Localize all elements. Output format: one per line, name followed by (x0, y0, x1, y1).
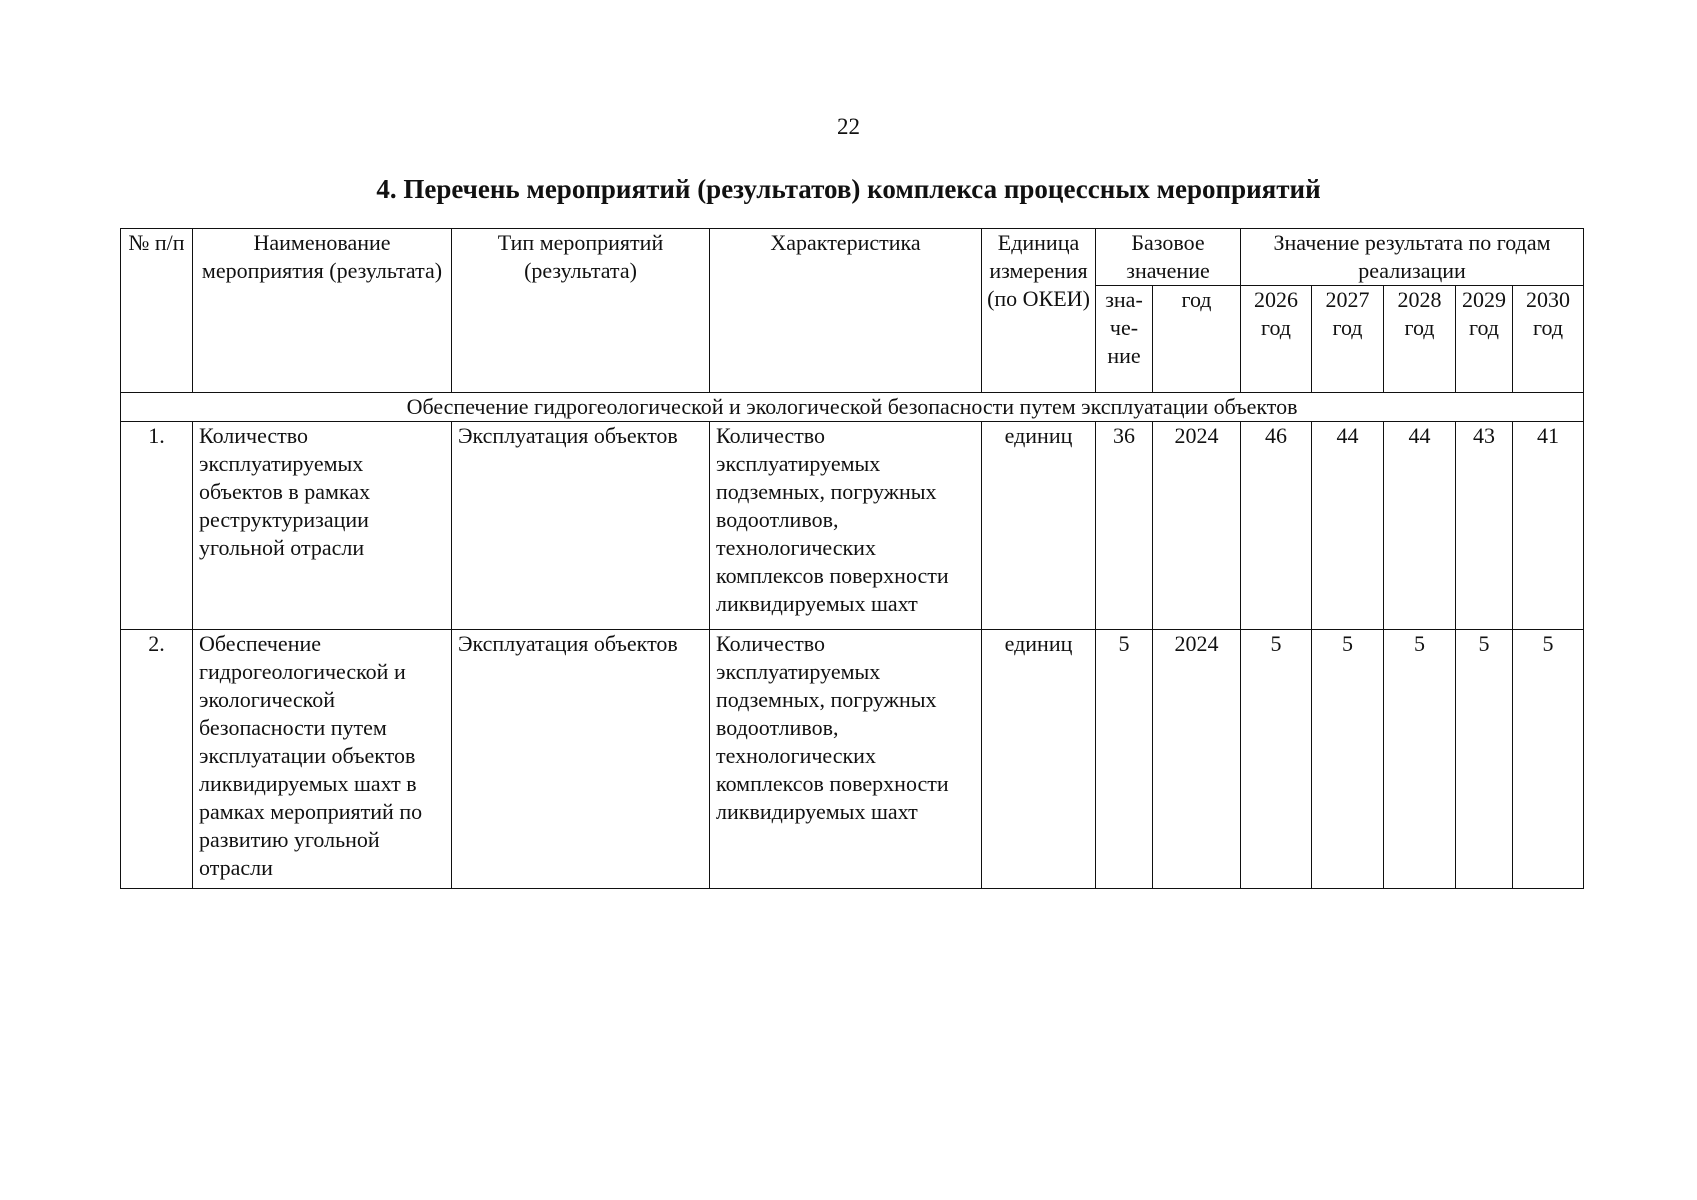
row-value-2026: 5 (1241, 630, 1312, 889)
row-value-2028: 5 (1384, 630, 1456, 889)
table-section-heading: Обеспечение гидрогеологической и экологической безопасности путем эксплуатации объектов (121, 393, 1584, 422)
row-characteristic: Количество эксплуатируемых подземных, погружных водоотливов, технологических комплексов поверхности ликвидируемых шахт (710, 630, 982, 889)
row-base-year: 2024 (1153, 422, 1241, 630)
header-year-2028: 2028 год (1384, 286, 1456, 393)
table-row (121, 422, 1584, 630)
row-type: Эксплуатация объектов (452, 630, 710, 889)
row-base-value: 36 (1096, 422, 1153, 630)
header-year-2030: 2030 год (1513, 286, 1584, 393)
header-characteristic: Характеристика (710, 229, 982, 393)
header-year-2029: 2029 год (1456, 286, 1513, 393)
header-year-2026: 2026 год (1241, 286, 1312, 393)
row-value-2027: 44 (1312, 422, 1384, 630)
row-value-2026: 46 (1241, 422, 1312, 630)
row-unit: единиц (982, 630, 1096, 889)
header-year-2027: 2027 год (1312, 286, 1384, 393)
row-value-2029: 5 (1456, 630, 1513, 889)
header-base-value: зна-че-ние (1096, 286, 1153, 393)
header-type: Тип мероприятий (результата) (452, 229, 710, 393)
table-row (121, 630, 1584, 889)
row-type: Эксплуатация объектов (452, 422, 710, 630)
header-years-group: Значение результата по годам реализации (1241, 229, 1584, 286)
header-unit: Единица измерения (по ОКЕИ) (982, 229, 1096, 393)
measures-table (120, 228, 1584, 889)
row-characteristic: Количество эксплуатируемых подземных, погружных водоотливов, технологических комплексов поверхности ликвидируемых шахт (710, 422, 982, 630)
row-num: 2. (121, 630, 193, 889)
row-value-2030: 5 (1513, 630, 1584, 889)
page-number: 22 (837, 114, 860, 139)
row-value-2027: 5 (1312, 630, 1384, 889)
row-value-2030: 41 (1513, 422, 1584, 630)
header-num: № п/п (121, 229, 193, 393)
row-name: Обеспечение гидрогеологической и экологической безопасности путем эксплуатации объектов ликвидируемых шахт в рамках мероприятий по развитию угольной отрасли (193, 630, 452, 889)
row-base-year: 2024 (1153, 630, 1241, 889)
row-value-2029: 43 (1456, 422, 1513, 630)
header-base-year: год (1153, 286, 1241, 393)
row-unit: единиц (982, 422, 1096, 630)
row-name: Количество эксплуатируемых объектов в рамках реструктуризации угольной отрасли (193, 422, 452, 630)
section-title: 4. Перечень мероприятий (результатов) комплекса процессных мероприятий (376, 174, 1321, 204)
header-base: Базовое значение (1096, 229, 1241, 286)
row-value-2028: 44 (1384, 422, 1456, 630)
header-name: Наименование мероприятия (результата) (193, 229, 452, 393)
row-base-value: 5 (1096, 630, 1153, 889)
row-num: 1. (121, 422, 193, 630)
